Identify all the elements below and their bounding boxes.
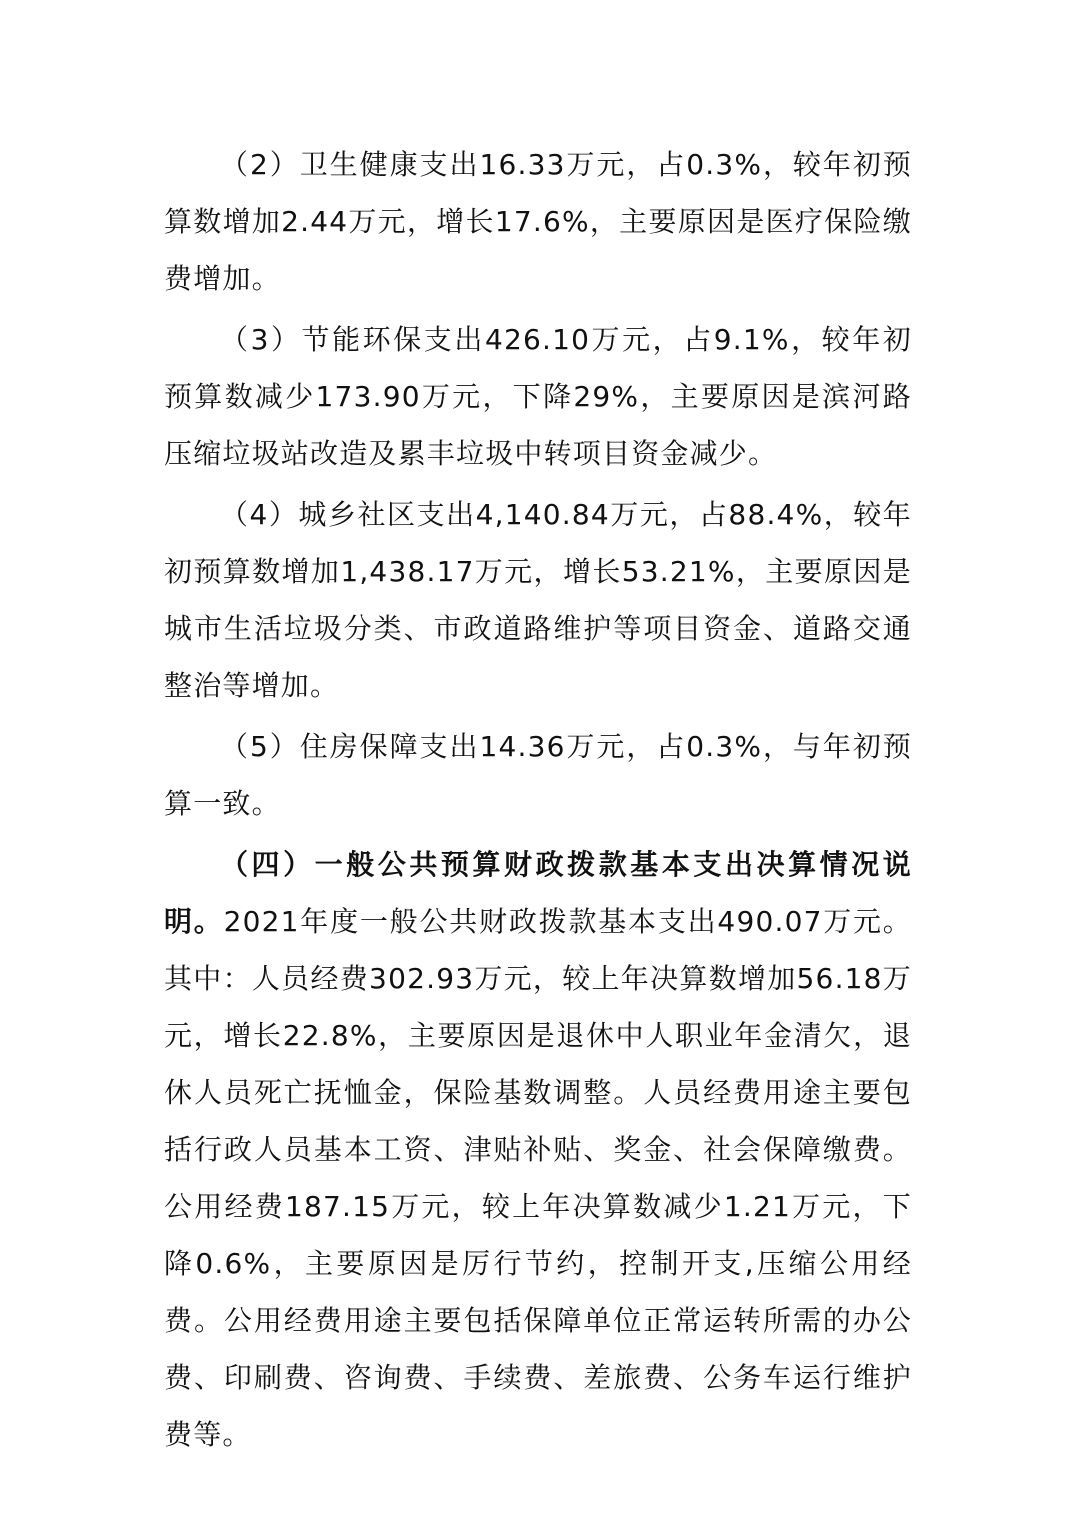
paragraph-housing-expenditure: （5）住房保障支出14.36万元，占0.3%，与年初预算一致。 [164, 730, 912, 820]
section-four-body: 2021年度一般公共财政拨款基本支出490.07万元。其中：人员经费302.93万元，较上年决算数增加56.18万元，增长22.8%，主要原因是退休中人职业年金清欠，退休人员死亡抚恤金，保险基数调整。人员经费用途主要包括行政人员基本工资、津贴补贴、奖金、社会保障缴费。公用经费187.15万元，较上年决算数减少1.21万元，下降0.6%，主要原因是厉行节约，控制开支,压缩公用经费。公用经费用途主要包括保障单位正常运转所需的办公费、印刷费、咨询费、手续费、差旅费、公务车运行维护费等。 [164, 905, 912, 1451]
paragraph-community-expenditure: （4）城乡社区支出4,140.84万元，占88.4%，较年初预算数增加1,438.17万元，增长53.21%，主要原因是城市生活垃圾分类、市政道路维护等项目资金、道路交通整治等增加。 [164, 498, 912, 702]
section-four-heading: （四）一般公共预算财政拨款基本支出决算情况说明。 [164, 848, 912, 938]
paragraph-environment-expenditure: （3）节能环保支出426.10万元，占9.1%，较年初预算数减少173.90万元，下降29%，主要原因是滨河路压缩垃圾站改造及累丰垃圾中转项目资金减少。 [164, 323, 912, 470]
paragraph-health-expenditure: （2）卫生健康支出16.33万元，占0.3%，较年初预算数增加2.44万元，增长17.6%，主要原因是医疗保险缴费增加。 [164, 148, 912, 295]
document-page [164, 136, 912, 1467]
paragraph-section-four [164, 836, 912, 1463]
